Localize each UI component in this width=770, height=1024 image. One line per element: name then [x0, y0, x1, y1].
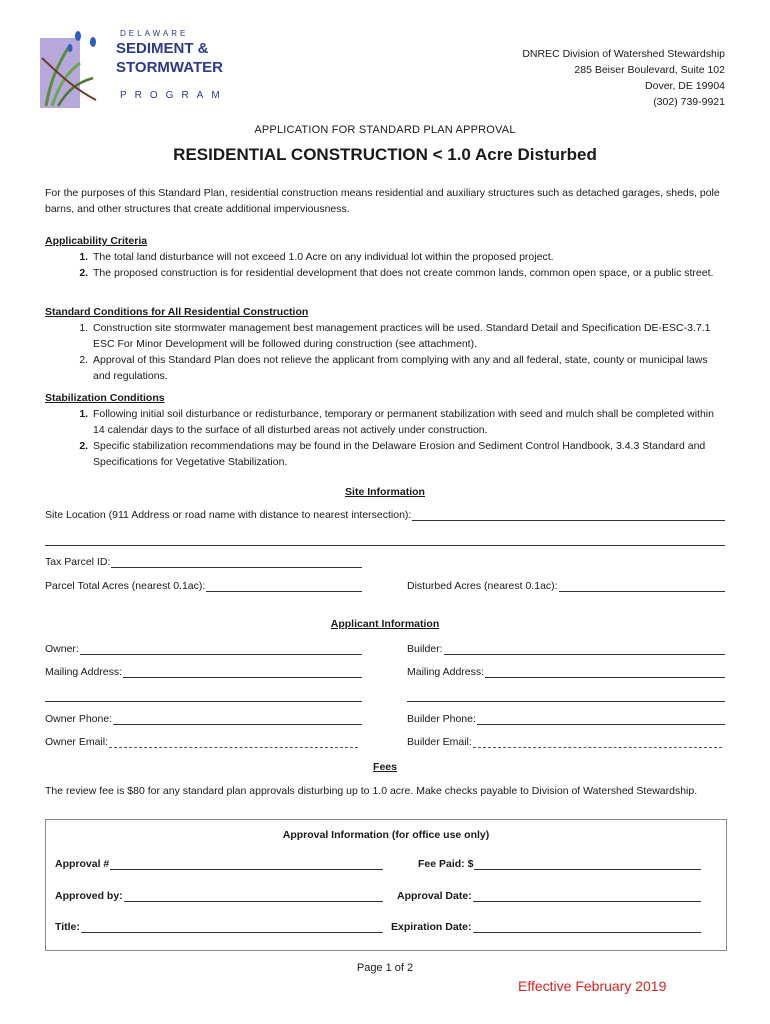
owner-mailing-input-line-2[interactable] [45, 701, 362, 702]
standard-conditions-heading: Standard Conditions for All Residential Construction [45, 306, 309, 318]
tax-parcel-field[interactable] [45, 556, 362, 568]
address-line: (302) 739-9921 [653, 96, 725, 108]
applicability-heading: Applicability Criteria [45, 235, 148, 247]
address-line: Dover, DE 19904 [645, 80, 725, 92]
builder-mailing-label: Mailing Address: [407, 666, 485, 678]
fee-paid-label: Fee Paid: $ [418, 858, 474, 870]
owner-email-label: Owner Email: [45, 736, 109, 748]
site-location-field[interactable] [45, 509, 725, 521]
tax-parcel-input-line[interactable] [111, 556, 362, 568]
builder-email-label: Builder Email: [407, 736, 472, 748]
title-input-line[interactable] [81, 921, 383, 933]
title-label: Title: [55, 921, 80, 933]
list-item: 1. The total land disturbance will not exceed 1.0 Acre on any individual lot within the proposed project. [91, 249, 725, 265]
builder-mailing-input-line-2[interactable] [407, 701, 725, 702]
approval-date-label: Approval Date: [397, 890, 472, 902]
applicability-section [45, 233, 725, 281]
owner-mailing-label: Mailing Address: [45, 666, 123, 678]
standard-conditions-section [45, 304, 725, 384]
logo-line1: SEDIMENT & [116, 40, 209, 57]
agency-address [522, 46, 725, 110]
owner-email-input-line[interactable] [109, 736, 358, 748]
fee-paid-field[interactable] [418, 858, 701, 870]
raindrop-icon [68, 44, 73, 52]
form-title: RESIDENTIAL CONSTRUCTION < 1.0 Acre Disturbed [173, 145, 597, 164]
approval-number-field[interactable] [55, 858, 383, 870]
builder-mailing-input-line[interactable] [485, 666, 725, 678]
site-info-heading: Site Information [345, 486, 425, 498]
disturbed-acres-field[interactable] [407, 580, 725, 592]
expiration-date-input-line[interactable] [473, 921, 701, 933]
address-line: 285 Beiser Boulevard, Suite 102 [574, 64, 725, 76]
owner-phone-field[interactable] [45, 713, 362, 725]
builder-field[interactable] [407, 643, 725, 655]
logo-line3: PROGRAM [120, 90, 223, 101]
approved-by-input-line[interactable] [124, 890, 383, 902]
owner-field[interactable] [45, 643, 362, 655]
address-line: DNREC Division of Watershed Stewardship [522, 48, 725, 60]
logo-line2: STORMWATER [116, 59, 223, 76]
expiration-date-field[interactable] [391, 921, 701, 933]
tax-parcel-label: Tax Parcel ID: [45, 556, 111, 568]
builder-input-line[interactable] [444, 643, 725, 655]
site-location-label: Site Location (911 Address or road name with distance to nearest intersection): [45, 509, 412, 521]
approval-number-label: Approval # [55, 858, 110, 870]
site-location-input-line-2[interactable] [45, 545, 725, 546]
parcel-acres-input-line[interactable] [206, 580, 362, 592]
list-item: 1. Following initial soil disturbance or redisturbance, temporary or permanent stabilization with seed and mulch shall be completed within 14 calendar days to the surface of all disturbed areas not actively under construction. [91, 406, 725, 438]
approval-date-field[interactable] [397, 890, 701, 902]
stabilization-heading: Stabilization Conditions [45, 392, 165, 404]
builder-email-field[interactable] [407, 736, 722, 748]
approval-number-input-line[interactable] [110, 858, 383, 870]
owner-phone-input-line[interactable] [113, 713, 362, 725]
builder-mailing-field[interactable] [407, 666, 725, 678]
form-subtitle: APPLICATION FOR STANDARD PLAN APPROVAL [254, 124, 516, 136]
owner-mailing-field[interactable] [45, 666, 362, 678]
approval-heading: Approval Information (for office use only) [282, 829, 490, 841]
expiration-date-label: Expiration Date: [391, 921, 472, 933]
disturbed-acres-input-line[interactable] [559, 580, 725, 592]
list-item: 2. The proposed construction is for residential development that does not create common lands, common open space, or a public street. [91, 265, 725, 281]
builder-phone-field[interactable] [407, 713, 725, 725]
approved-by-field[interactable] [55, 890, 383, 902]
parcel-acres-label: Parcel Total Acres (nearest 0.1ac): [45, 580, 206, 592]
raindrop-icon [75, 31, 81, 41]
logo-graphic [38, 28, 223, 110]
list-item: 1. Construction site stormwater management best management practices will be used. Standard Detail and Specification DE-ESC-3.7.1 ESC For Minor Development will be followed during construction (see attachment). [91, 320, 725, 352]
stabilization-section [45, 390, 725, 470]
owner-input-line[interactable] [80, 643, 362, 655]
builder-phone-input-line[interactable] [477, 713, 725, 725]
builder-label: Builder: [407, 643, 443, 655]
fees-paragraph: The review fee is $80 for any standard plan approvals disturbing up to 1.0 acre. Make checks payable to Division of Watershed Stewardship. [45, 785, 698, 797]
builder-phone-label: Builder Phone: [407, 713, 476, 725]
raindrop-icon [90, 37, 96, 47]
list-item: 2. Approval of this Standard Plan does not relieve the applicant from complying with any and all federal, state, county or municipal laws and regulations. [91, 352, 725, 384]
site-location-input-line[interactable] [412, 509, 725, 521]
owner-mailing-input-line[interactable] [123, 666, 362, 678]
builder-email-input-line[interactable] [473, 736, 722, 748]
logo-top-text: DELAWARE [120, 29, 189, 38]
effective-date: Effective February 2019 [518, 978, 667, 994]
owner-phone-label: Owner Phone: [45, 713, 113, 725]
parcel-acres-field[interactable] [45, 580, 362, 592]
owner-label: Owner: [45, 643, 79, 655]
title-field[interactable] [55, 921, 383, 933]
approved-by-label: Approved by: [55, 890, 123, 902]
fee-paid-input-line[interactable] [474, 858, 701, 870]
owner-email-field[interactable] [45, 736, 358, 748]
fees-heading: Fees [373, 761, 397, 773]
logo-purple-block [40, 38, 80, 108]
applicant-info-heading: Applicant Information [330, 618, 440, 630]
page-number: Page 1 of 2 [356, 962, 414, 974]
intro-paragraph: For the purposes of this Standard Plan, residential construction means residential and auxiliary structures such as detached garages, sheds, pole barns, and other structures that create additional imperviousness. [45, 187, 720, 215]
list-item: 2. Specific stabilization recommendations may be found in the Delaware Erosion and Sediment Control Handbook, 3.4.3 Standard and Specifications for Vegetative Stabilization. [91, 438, 725, 470]
program-logo [38, 28, 223, 110]
disturbed-acres-label: Disturbed Acres (nearest 0.1ac): [407, 580, 558, 592]
approval-box [45, 819, 727, 951]
approval-date-input-line[interactable] [473, 890, 701, 902]
